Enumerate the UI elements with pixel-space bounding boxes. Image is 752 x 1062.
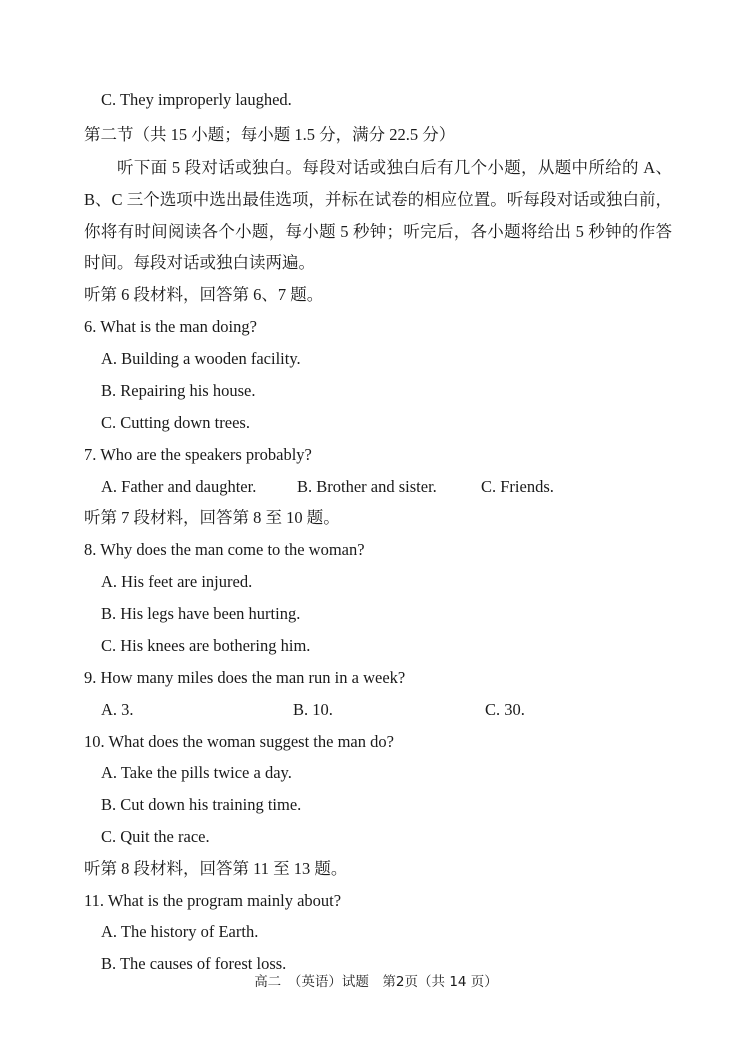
question-10-stem: 10. What does the woman suggest the man do? — [84, 732, 394, 751]
question-9-option-a: A. 3. — [101, 700, 134, 719]
material-6-heading: 听第 6 段材料，回答第 6、7 题。 — [84, 285, 324, 304]
question-10-option-b: B. Cut down his training time. — [101, 795, 302, 814]
question-11-stem: 11. What is the program mainly about? — [84, 891, 342, 910]
section-heading: 第二节（共 15 小题；每小题 1.5 分，满分 22.5 分） — [84, 125, 456, 144]
section-instructions: 听下面 5 段对话或独白。每段对话或独白后有几个小题，从题中所给的 A、B、C 三个选项中选出最佳选项，并标在试卷的相应位置。听每段对话或独白前，你将有时间阅读各个小题，每小题 5 秒钟；听完后，各小题将给出 5 秒钟的作答时间。每段对话或独白读两遍。 — [84, 158, 672, 273]
question-9-option-b: B. 10. — [293, 700, 333, 719]
question-10-option-a: A. Take the pills twice a day. — [101, 763, 292, 782]
question-8-option-c: C. His knees are bothering him. — [101, 636, 311, 655]
question-7-option-b: B. Brother and sister. — [297, 477, 437, 496]
question-7-option-a: A. Father and daughter. — [101, 477, 257, 496]
question-8-option-b: B. His legs have been hurting. — [101, 604, 301, 623]
question-9-option-c: C. 30. — [485, 700, 525, 719]
question-6-option-c: C. Cutting down trees. — [101, 413, 250, 432]
material-8-heading: 听第 8 段材料，回答第 11 至 13 题。 — [84, 859, 348, 878]
question-9-stem: 9. How many miles does the man run in a week? — [84, 668, 406, 687]
question-10-option-c: C. Quit the race. — [101, 827, 210, 846]
material-7-heading: 听第 7 段材料，回答第 8 至 10 题。 — [84, 508, 340, 527]
question-6-stem: 6. What is the man doing? — [84, 317, 257, 336]
question-8-option-a: A. His feet are injured. — [101, 572, 253, 591]
question-11-option-a: A. The history of Earth. — [101, 922, 259, 941]
question-6-option-b: B. Repairing his house. — [101, 381, 256, 400]
question-7-option-c: C. Friends. — [481, 477, 554, 496]
question-11-option-b: B. The causes of forest loss. — [101, 954, 287, 973]
q5-option-c: C. They improperly laughed. — [101, 90, 292, 109]
question-7-stem: 7. Who are the speakers probably? — [84, 445, 312, 464]
page-footer: 高二 （英语）试题 第2页（共 14 页） — [254, 974, 498, 990]
question-8-stem: 8. Why does the man come to the woman? — [84, 540, 365, 559]
question-6-option-a: A. Building a wooden facility. — [101, 349, 301, 368]
